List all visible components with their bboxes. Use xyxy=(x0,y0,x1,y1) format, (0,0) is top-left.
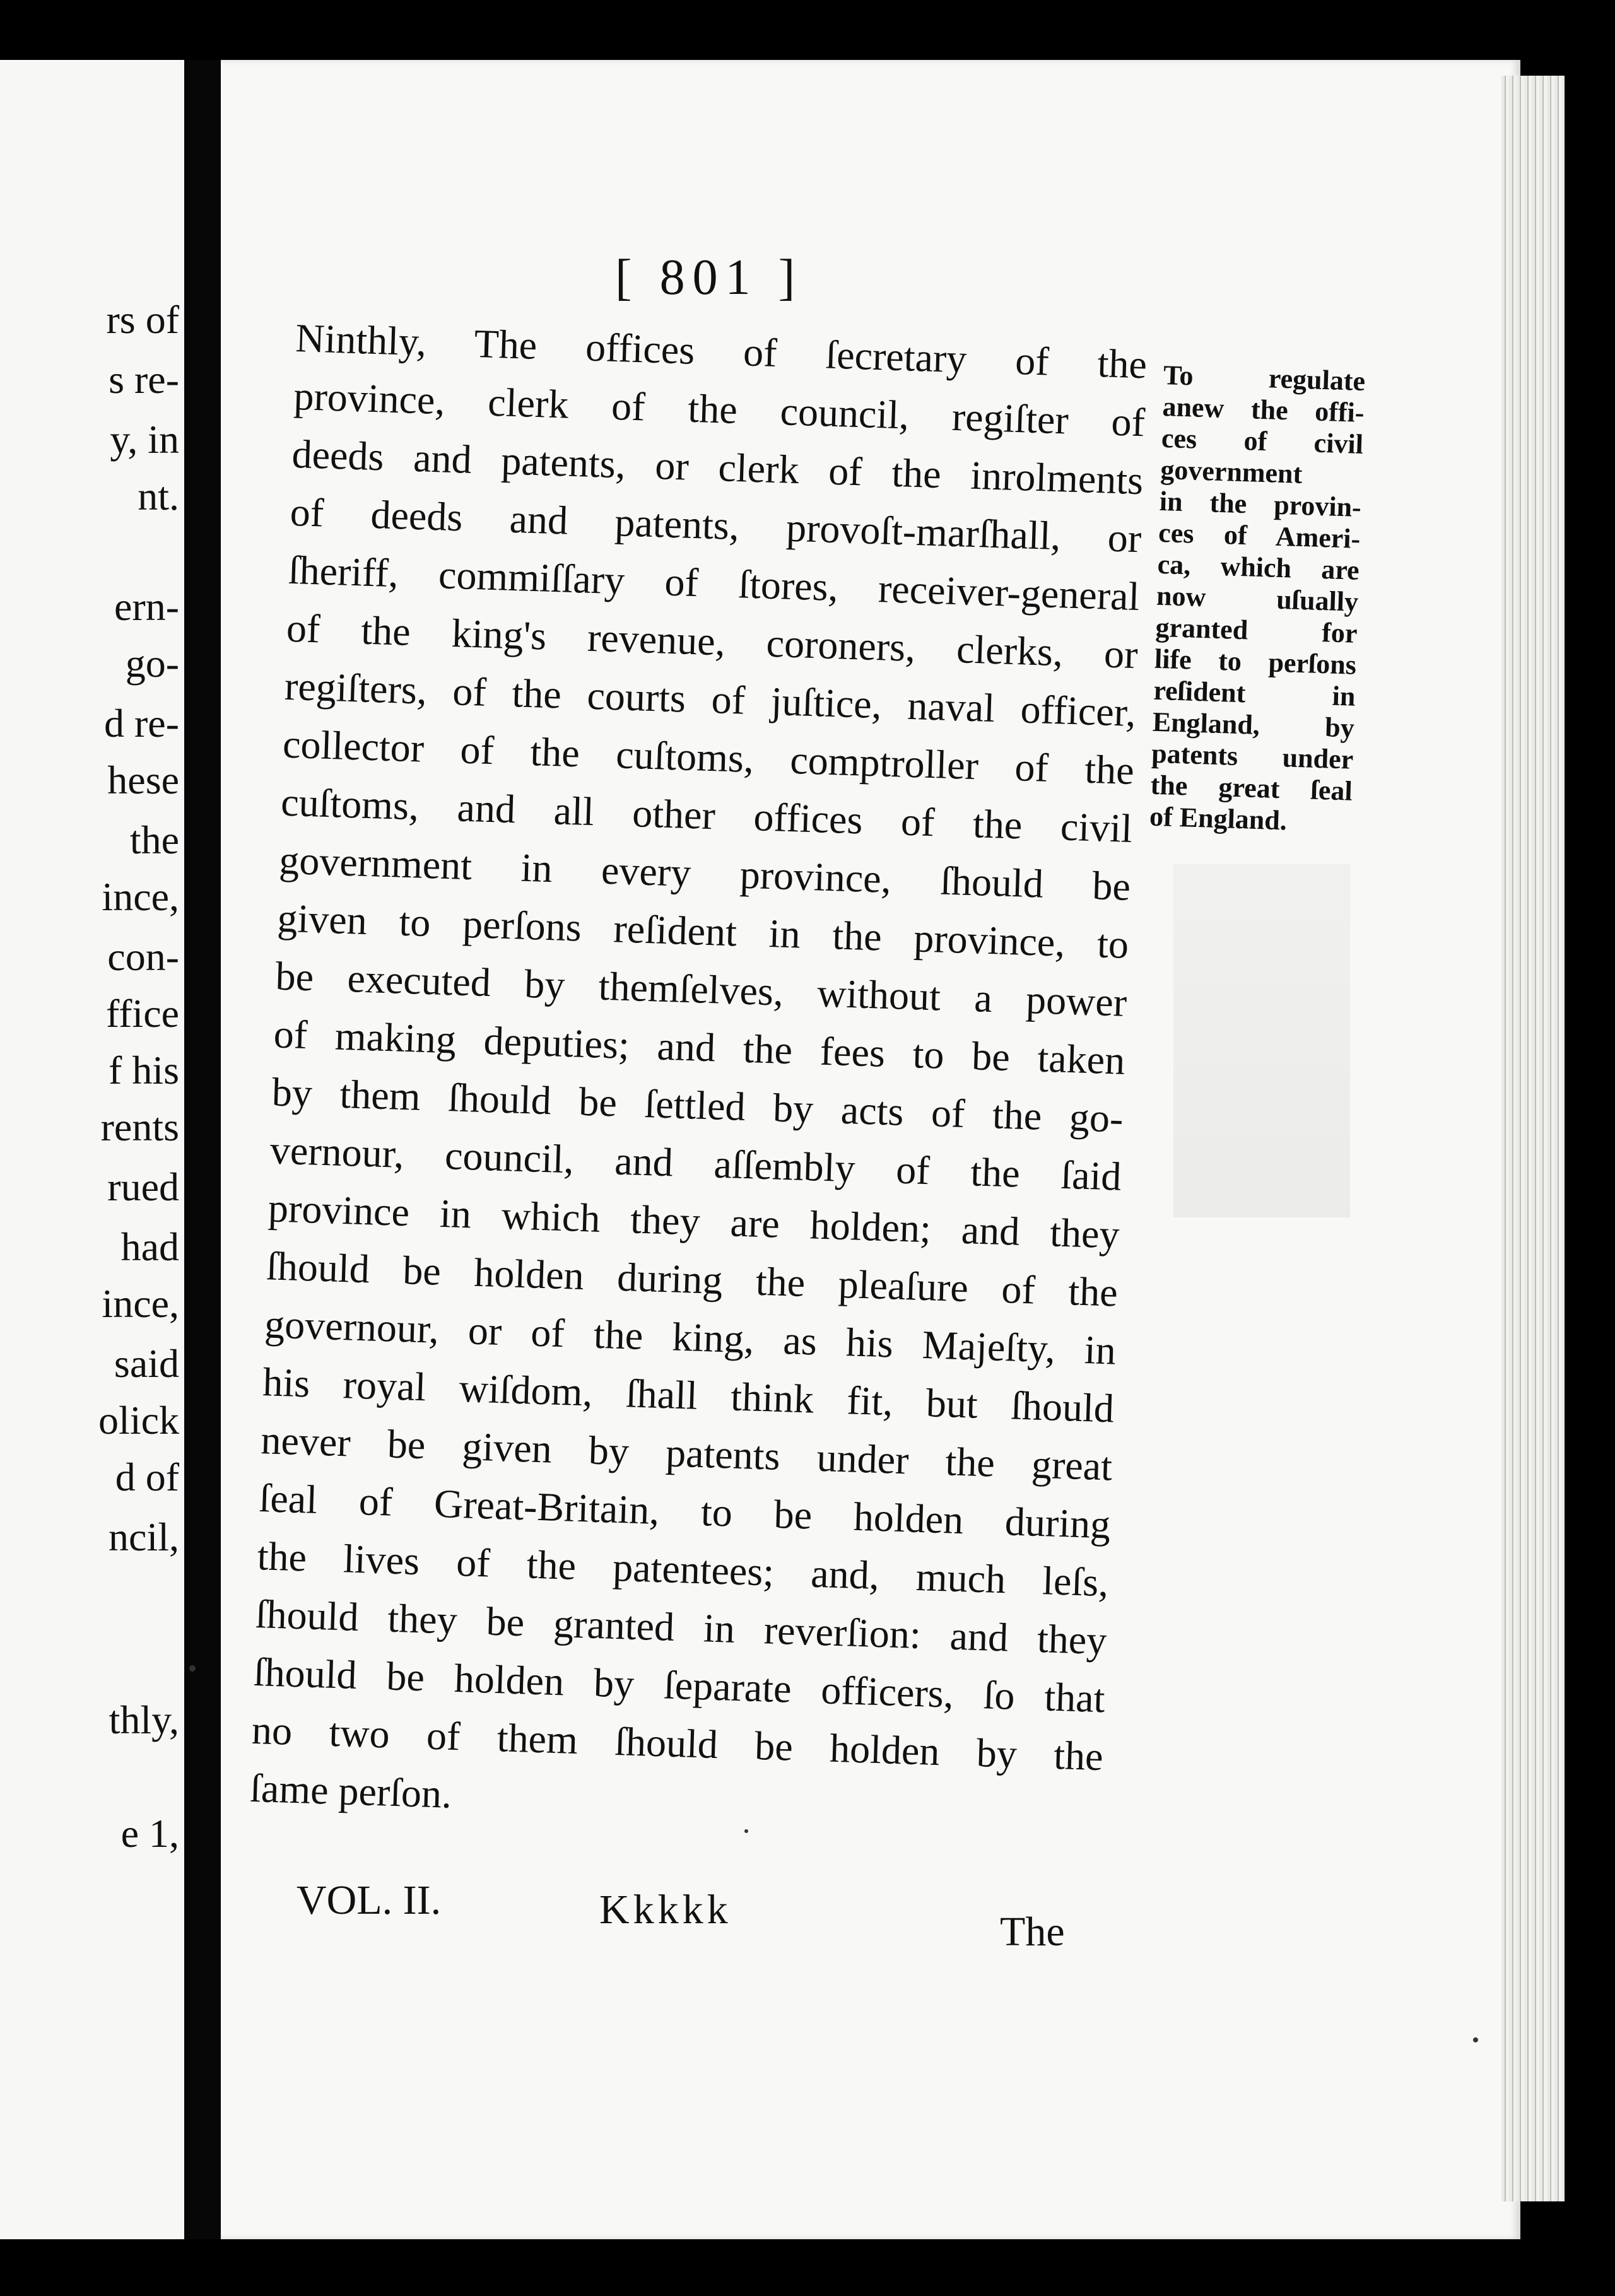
body-line: never be given by patents under the great xyxy=(260,1417,1113,1489)
previous-page-fragment: ncil, xyxy=(109,1514,179,1559)
body-line: of making deputies; and the fees to be taken xyxy=(273,1011,1126,1083)
previous-page-fragment: f his xyxy=(109,1048,179,1092)
previous-page-fragment: rents xyxy=(100,1104,179,1149)
marginal-line: granted for xyxy=(1154,611,1358,649)
marginal-line: of England. xyxy=(1149,800,1288,836)
body-line: ſeal of Great-Britain, to be holden during xyxy=(258,1475,1112,1547)
marginal-line: government xyxy=(1160,454,1303,489)
previous-page-fragment: hese xyxy=(107,758,179,802)
previous-page-fragment: s re- xyxy=(109,357,179,402)
previous-page-fragment: d re- xyxy=(103,701,179,746)
page-edges xyxy=(1501,76,1565,2201)
body-line: of deeds and patents, provoſt-marſhall, or xyxy=(289,489,1142,561)
volume-label: VOL. II. xyxy=(297,1877,442,1923)
previous-page-fragment: nt. xyxy=(138,474,179,518)
body-line: province, clerk of the council, regiſter of xyxy=(293,373,1146,445)
body-line: regiſters, of the courts of juſtice, naval officer, xyxy=(284,663,1137,735)
previous-page-fragment: rs of xyxy=(106,297,179,342)
body-line: deeds and patents, or clerk of the inrolments xyxy=(291,431,1144,503)
body-line: the lives of the patentees; and, much leſs, xyxy=(256,1533,1110,1605)
main-paragraph xyxy=(249,309,1148,1844)
previous-page-fragment: rued xyxy=(107,1164,179,1209)
marginal-line: ces of Ameri- xyxy=(1158,517,1361,554)
body-line: ſhould they be granted in reverſion: and they xyxy=(254,1591,1108,1663)
book-gutter xyxy=(184,60,221,2239)
body-line: no two of them ſhould be holden by the xyxy=(251,1707,1104,1779)
previous-page-fragment: go- xyxy=(125,641,179,686)
body-line: his royal wiſdom, ſhall think fit, but ſhould xyxy=(262,1359,1115,1431)
previous-page-fragment: ince, xyxy=(102,874,179,919)
previous-page-fragment: ern- xyxy=(114,584,179,629)
previous-page-fragment: olick xyxy=(98,1398,179,1443)
marginal-line: in the provin- xyxy=(1159,485,1362,523)
marginal-line: ca, which are xyxy=(1157,548,1360,586)
marginal-line: now uſually xyxy=(1156,580,1359,618)
marginal-note xyxy=(1149,360,1365,839)
previous-page-fragment: ince, xyxy=(102,1281,179,1326)
previous-page-fragment: had xyxy=(120,1224,179,1269)
body-line: given to perſons reſident in the province, to xyxy=(276,895,1130,967)
body-line: by them ſhould be ſettled by acts of the go- xyxy=(271,1069,1124,1141)
body-line: government in every province, ſhould be xyxy=(278,837,1132,909)
body-line: ſhould be holden during the pleaſure of the xyxy=(266,1243,1119,1315)
body-line: province in which they are holden; and they xyxy=(267,1185,1120,1257)
body-line: ſheriff, commiſſary of ſtores, receiver-general xyxy=(287,547,1141,619)
body-line: Ninthly, The offices of ſecretary of the xyxy=(295,315,1148,387)
catchword: The xyxy=(1000,1909,1065,1955)
marginal-line: England, by xyxy=(1152,706,1355,744)
signature-mark: Kkkkk xyxy=(599,1887,732,1933)
body-line: cuſtoms, and all other offices of the civil xyxy=(280,779,1133,852)
body-line: vernour, council, and aſſembly of the ſaid xyxy=(269,1127,1122,1199)
body-line: collector of the cuſtoms, comptroller of the xyxy=(282,721,1135,794)
previous-page-fragment: the xyxy=(129,817,179,862)
body-line: of the king's revenue, coroners, clerks, or xyxy=(286,605,1139,677)
body-line: governour, or of the king, as his Majeſty, in xyxy=(264,1301,1117,1373)
marginal-line: To regulate xyxy=(1163,360,1366,397)
previous-page-fragment: ffice xyxy=(105,991,179,1036)
show-through-ghost xyxy=(1173,864,1350,1217)
body-line: be executed by themſelves, without a power xyxy=(274,953,1128,1025)
previous-page-fragment: e 1, xyxy=(120,1811,179,1856)
marginal-line: patents under xyxy=(1151,737,1354,775)
previous-page xyxy=(0,60,184,2239)
previous-page-fragment: d of xyxy=(115,1455,179,1499)
previous-page-fragment: said xyxy=(114,1341,179,1386)
previous-page-fragment: thly, xyxy=(109,1697,179,1742)
marginal-line: ces of civil xyxy=(1161,422,1364,460)
previous-page-fragment: y, in xyxy=(110,417,179,462)
ink-speck xyxy=(189,1665,196,1672)
marginal-line: the great ſeal xyxy=(1150,769,1353,807)
ink-speck xyxy=(744,1829,748,1833)
marginal-line: life to perſons xyxy=(1154,643,1357,681)
body-line: ſame perſon. xyxy=(249,1765,453,1817)
marginal-line: anew the offi- xyxy=(1161,390,1365,429)
page-number: [ 801 ] xyxy=(615,250,803,305)
marginal-line: reſident in xyxy=(1153,674,1356,712)
ink-speck xyxy=(1473,2037,1478,2042)
previous-page-fragment: con- xyxy=(107,934,179,979)
body-line: ſhould be holden by ſeparate officers, ſo that xyxy=(252,1649,1106,1721)
